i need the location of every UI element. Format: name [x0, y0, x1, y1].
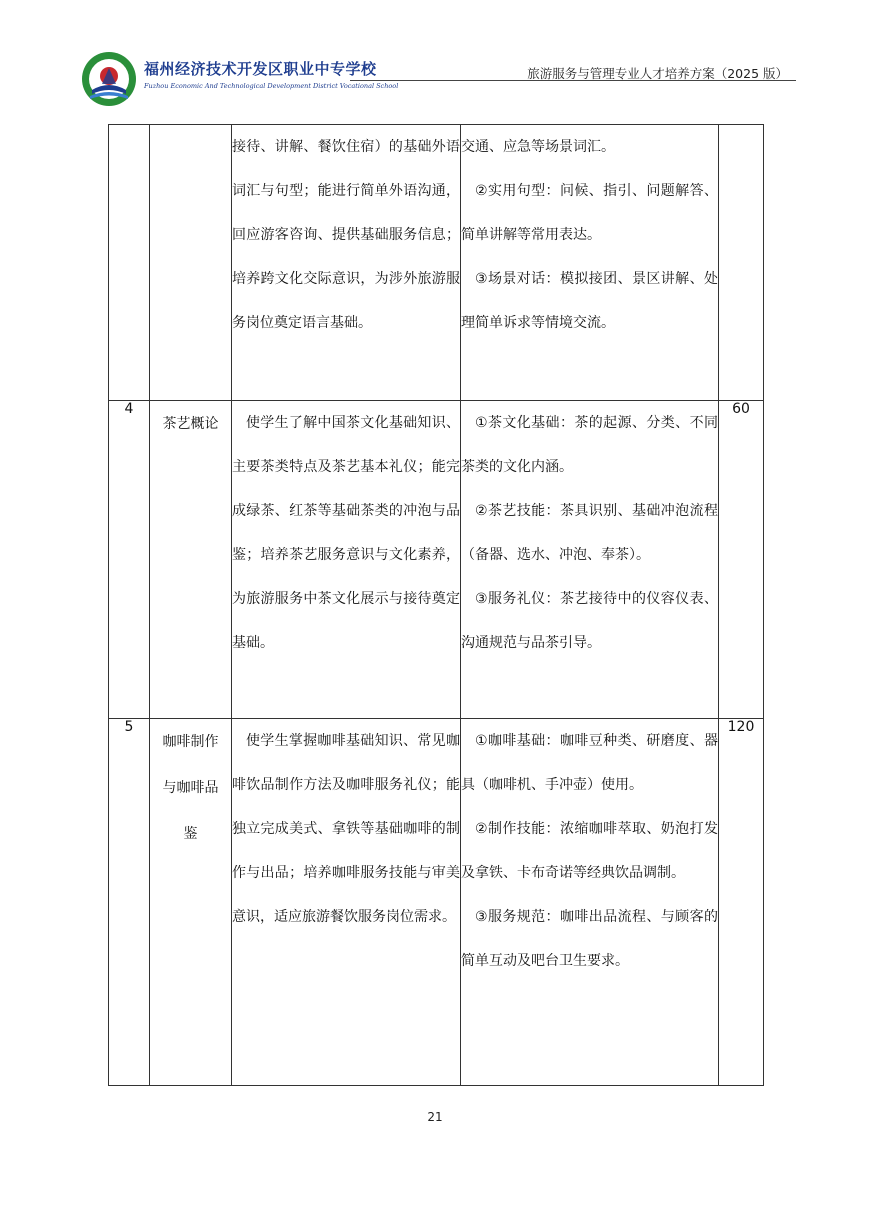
goal-paragraph: 接待、讲解、餐饮住宿）的基础外语词汇与句型；能进行简单外语沟通，回应游客咨询、提供基础服务信息；培养跨文化交际意识，为涉外旅游服务岗位奠定语言基础。 — [232, 139, 460, 331]
course-table — [108, 124, 764, 1086]
course-name-text: 咖啡制作与咖啡品鉴 — [162, 734, 219, 842]
course-name-text: 茶艺概论 — [162, 416, 219, 432]
content-item: ③服务规范：咖啡出品流程、与顾客的简单互动及吧台卫生要求。 — [461, 909, 718, 969]
course-name — [150, 401, 232, 719]
course-number: 4 — [109, 401, 150, 719]
content-item: ③场景对话：模拟接团、景区讲解、处理简单诉求等情境交流。 — [461, 271, 718, 331]
goal-paragraph: 使学生了解中国茶文化基础知识、主要茶类特点及茶艺基本礼仪；能完成绿茶、红茶等基础茶类的冲泡与品鉴；培养茶艺服务意识与文化素养，为旅游服务中茶文化展示与接待奠定基础。 — [232, 415, 460, 651]
school-logo-icon — [80, 50, 138, 108]
course-goal — [232, 719, 461, 1086]
course-number — [109, 125, 150, 401]
course-content — [461, 719, 719, 1086]
course-name — [150, 719, 232, 1086]
course-goal — [232, 125, 461, 401]
course-hours — [719, 125, 764, 401]
page-header — [80, 48, 796, 106]
course-number: 5 — [109, 719, 150, 1086]
course-hours: 60 — [719, 401, 764, 719]
content-item: ③服务礼仪：茶艺接待中的仪容仪表、沟通规范与品茶引导。 — [461, 591, 718, 651]
table-row — [109, 125, 764, 401]
page-number: 21 — [427, 1110, 443, 1124]
course-content — [461, 125, 719, 401]
school-name-cn: 福州经济技术开发区职业中专学校 — [144, 60, 377, 78]
content-item: ①咖啡基础：咖啡豆种类、研磨度、器具（咖啡机、手冲壶）使用。 — [461, 733, 718, 793]
table-row — [109, 719, 764, 1086]
goal-paragraph: 使学生掌握咖啡基础知识、常见咖啡饮品制作方法及咖啡服务礼仪；能独立完成美式、拿铁等基础咖啡的制作与出品；培养咖啡服务技能与审美意识，适应旅游餐饮服务岗位需求。 — [232, 733, 460, 925]
content-item: 交通、应急等场景词汇。 — [461, 139, 615, 155]
course-hours: 120 — [719, 719, 764, 1086]
table-row — [109, 401, 764, 719]
course-content — [461, 401, 719, 719]
content-item: ②实用句型：问候、指引、问题解答、简单讲解等常用表达。 — [461, 183, 718, 243]
content-item: ①茶文化基础：茶的起源、分类、不同茶类的文化内涵。 — [461, 415, 718, 475]
course-goal — [232, 401, 461, 719]
course-name — [150, 125, 232, 401]
school-name-en: Fuzhou Economic And Technological Development District Vocational School — [144, 82, 399, 90]
document-title: 旅游服务与管理专业人才培养方案（2025 版） — [527, 66, 788, 81]
content-item: ②制作技能：浓缩咖啡萃取、奶泡打发及拿铁、卡布奇诺等经典饮品调制。 — [461, 821, 718, 881]
content-item: ②茶艺技能：茶具识别、基础冲泡流程（备器、选水、冲泡、奉茶）。 — [461, 503, 718, 563]
